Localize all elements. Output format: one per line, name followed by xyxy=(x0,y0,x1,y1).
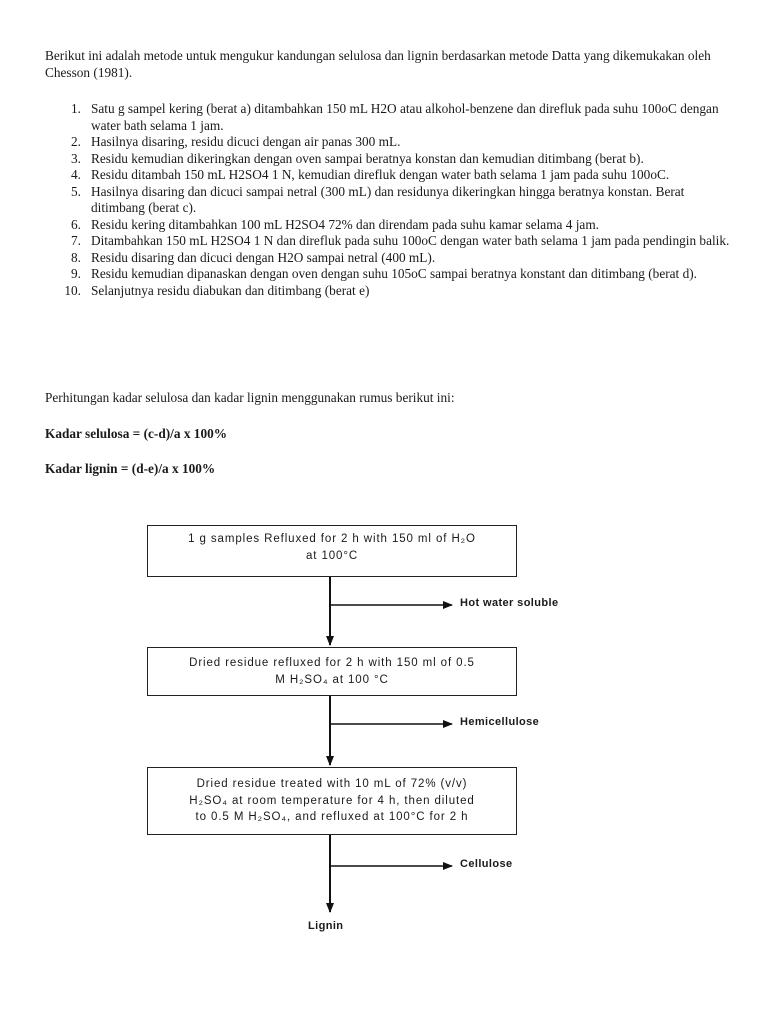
step-text: Hasilnya disaring dan dicuci sampai netral (300 mL) dan residunya dikeringkan hingga beratnya konstan. Berat ditimbang (berat c). xyxy=(91,183,685,215)
output-hemicellulose: Hemicellulose xyxy=(460,716,540,728)
step-number: 2. xyxy=(71,134,81,149)
step-text: Selanjutnya residu diabukan dan ditimbang (berat e) xyxy=(91,282,370,298)
step-text: Satu g sampel kering (berat a) ditambahkan 150 mL H2O atau alkohol-benzene dan direfluk pada suhu 100oC dengan water bath selama 1 jam. xyxy=(91,101,719,133)
output-cellulose: Cellulose xyxy=(460,858,513,870)
step-number: 10. xyxy=(64,282,81,298)
step-number: 7. xyxy=(71,233,81,248)
step-number: 9. xyxy=(71,266,81,281)
list-item xyxy=(45,250,735,267)
box-line: to 0.5 M H₂SO₄, and refluxed at 100°C for 2 h xyxy=(195,811,469,824)
step-text: Residu kemudian dipanaskan dengan oven dengan suhu 105oC sampai beratnya konstant dan ditimbang (berat d). xyxy=(91,266,697,281)
list-item xyxy=(45,101,735,134)
output-hot-water-soluble: Hot water soluble xyxy=(460,597,559,609)
step-number: 6. xyxy=(71,216,81,232)
step-text: Ditambahkan 150 mL H2SO4 1 N dan direfluk pada suhu 100oC dengan water bath selama 1 jam pada pendingin balik. xyxy=(91,233,730,248)
list-item xyxy=(45,217,735,234)
flow-step-concentrated-acid xyxy=(147,767,517,835)
flow-step-water-reflux xyxy=(147,525,517,577)
step-text: Residu ditambah 150 mL H2SO4 1 N, kemudian direfluk dengan water bath selama 1 jam pada suhu 100oC. xyxy=(91,167,670,182)
list-item xyxy=(45,283,735,300)
list-item xyxy=(45,134,735,151)
calculation-intro: Perhitungan kadar selulosa dan kadar lignin menggunakan rumus berikut ini: xyxy=(45,390,455,405)
box-line: 1 g samples Refluxed for 2 h with 150 ml of H₂O xyxy=(188,533,476,545)
box-line: at 100°C xyxy=(305,549,359,562)
step-number: 4. xyxy=(71,167,81,182)
list-item xyxy=(45,151,735,168)
step-number: 1. xyxy=(71,101,81,116)
step-text: Residu kemudian dikeringkan dengan oven sampai beratnya konstan dan kemudian ditimbang (berat b). xyxy=(91,150,644,166)
list-item xyxy=(45,266,735,283)
output-lignin: Lignin xyxy=(308,920,344,932)
intro-paragraph: Berikut ini adalah metode untuk mengukur kandungan selulosa dan lignin berdasarkan metode Datta yang dikemukakan oleh Chesson (1981). xyxy=(45,48,711,80)
step-number: 8. xyxy=(71,249,81,265)
lignin-formula: Kadar lignin = (d-e)/a x 100% xyxy=(45,461,216,476)
step-text: Residu kering ditambahkan 100 mL H2SO4 72% dan direndam pada suhu kamar selama 4 jam. xyxy=(91,216,599,232)
cellulose-formula: Kadar selulosa = (c-d)/a x 100% xyxy=(45,426,228,441)
box-line: M H₂SO₄ at 100 °C xyxy=(275,673,389,686)
list-item xyxy=(45,167,735,184)
box-line: H₂SO₄ at room temperature for 4 h, then diluted xyxy=(189,794,475,807)
step-text: Residu disaring dan dicuci dengan H2O sampai netral (400 mL). xyxy=(91,249,436,265)
method-steps-list xyxy=(45,101,735,299)
step-number: 3. xyxy=(71,150,81,166)
step-number: 5. xyxy=(71,183,81,199)
box-line: Dried residue refluxed for 2 h with 150 ml of 0.5 xyxy=(189,657,475,669)
list-item xyxy=(45,184,735,217)
flow-step-acid-reflux xyxy=(147,647,517,696)
list-item xyxy=(45,233,735,250)
step-text: Hasilnya disaring, residu dicuci dengan air panas 300 mL. xyxy=(91,134,401,149)
box-line: Dried residue treated with 10 mL of 72% (v/v) xyxy=(196,778,468,791)
